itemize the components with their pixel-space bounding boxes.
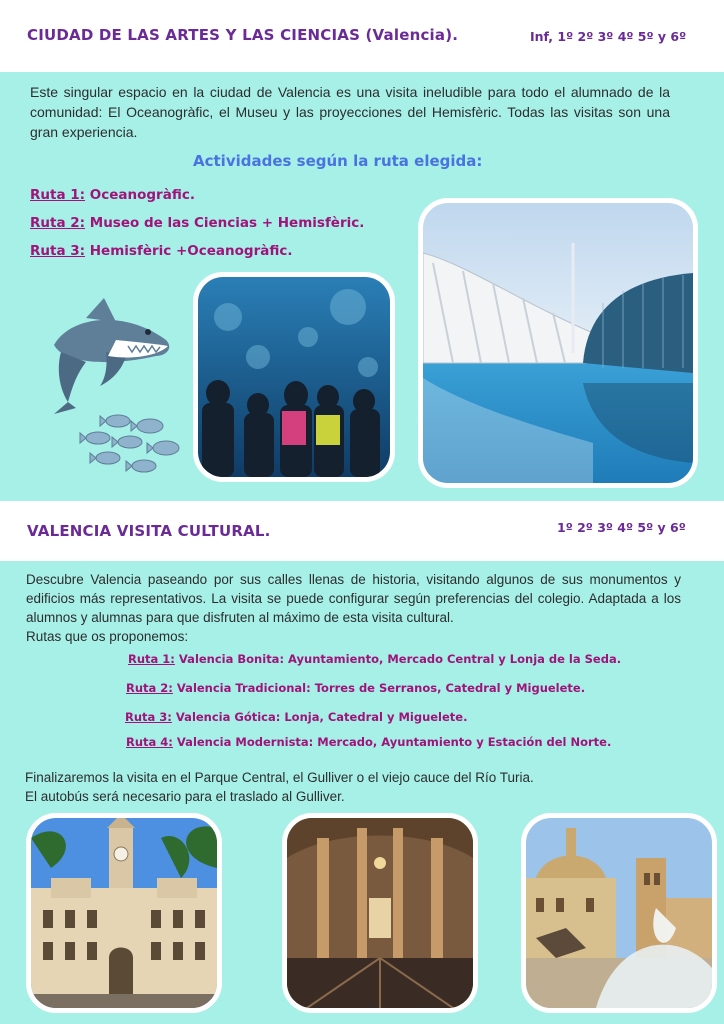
route-item-ciudad-2 <box>30 215 364 231</box>
lonja-photo <box>282 813 478 1013</box>
route-text: Valencia Bonita: Ayuntamiento, Mercado Central y Lonja de la Seda. <box>174 652 622 666</box>
route-text: Museo de las Ciencias + Hemisfèric. <box>85 215 365 231</box>
ayuntamiento-photo <box>26 813 222 1013</box>
activities-subheading: Actividades según la ruta elegida: <box>193 152 483 170</box>
route-text: Oceanogràfic. <box>85 187 195 203</box>
section-2-title: VALENCIA VISITA CULTURAL. <box>27 522 271 540</box>
route-item-ciudad-1 <box>30 187 195 203</box>
route-label: Ruta 3: <box>125 710 172 724</box>
route-text: Valencia Tradicional: Torres de Serranos, Catedral y Miguelete. <box>172 681 586 695</box>
section-1-description: Este singular espacio en la ciudad de Valencia es una visita ineludible para todo el alumnado de la comunidad: El Oceanogràfic, el Museu y las proyecciones del Hemisfèric. Todas las visitas son una gran experiencia. <box>30 84 670 140</box>
ciudad-artes-photo <box>418 198 698 488</box>
route-text: Hemisfèric +Oceanogràfic. <box>85 243 293 259</box>
route-label: Ruta 4: <box>126 735 173 749</box>
section-2-description: Descubre Valencia paseando por sus calles llenas de historia, visitando algunos de sus monumentos y edificios más representativos. La visita se puede configurar según preferencias del colegio. Adaptada a los alumnos y alumnas para que disfruten al máximo de esta visita cultural. <box>26 572 681 625</box>
plaza-virgen-photo <box>521 813 717 1013</box>
routes-intro: Rutas que os proponemos: <box>26 629 189 644</box>
fish-school-illustration <box>78 412 188 478</box>
route-item-valencia-3 <box>125 710 467 724</box>
route-item-ciudad-3 <box>30 243 292 259</box>
section-1-title: CIUDAD DE LAS ARTES Y LAS CIENCIAS (Valencia). <box>27 26 459 44</box>
route-label: Ruta 1: <box>30 187 86 203</box>
route-label: Ruta 2: <box>126 681 173 695</box>
closing-line-1: Finalizaremos la visita en el Parque Central, el Gulliver o el viejo cauce del Río Turia. <box>25 770 534 785</box>
section-2-grades: 1º 2º 3º 4º 5º y 6º <box>557 520 686 535</box>
route-text: Valencia Modernista: Mercado, Ayuntamiento y Estación del Norte. <box>172 735 612 749</box>
closing-line-2: El autobús será necesario para el traslado al Gulliver. <box>25 789 345 804</box>
route-label: Ruta 1: <box>128 652 175 666</box>
route-item-valencia-2 <box>126 681 585 695</box>
route-item-valencia-4 <box>126 735 611 749</box>
route-text: Valencia Gótica: Lonja, Catedral y Miguelete. <box>171 710 468 724</box>
section-1-grades: Inf, 1º 2º 3º 4º 5º y 6º <box>530 29 687 44</box>
shark-illustration <box>46 290 181 420</box>
route-label: Ruta 3: <box>30 243 86 259</box>
aquarium-photo <box>193 272 395 482</box>
route-label: Ruta 2: <box>30 215 86 231</box>
route-item-valencia-1 <box>128 652 621 666</box>
